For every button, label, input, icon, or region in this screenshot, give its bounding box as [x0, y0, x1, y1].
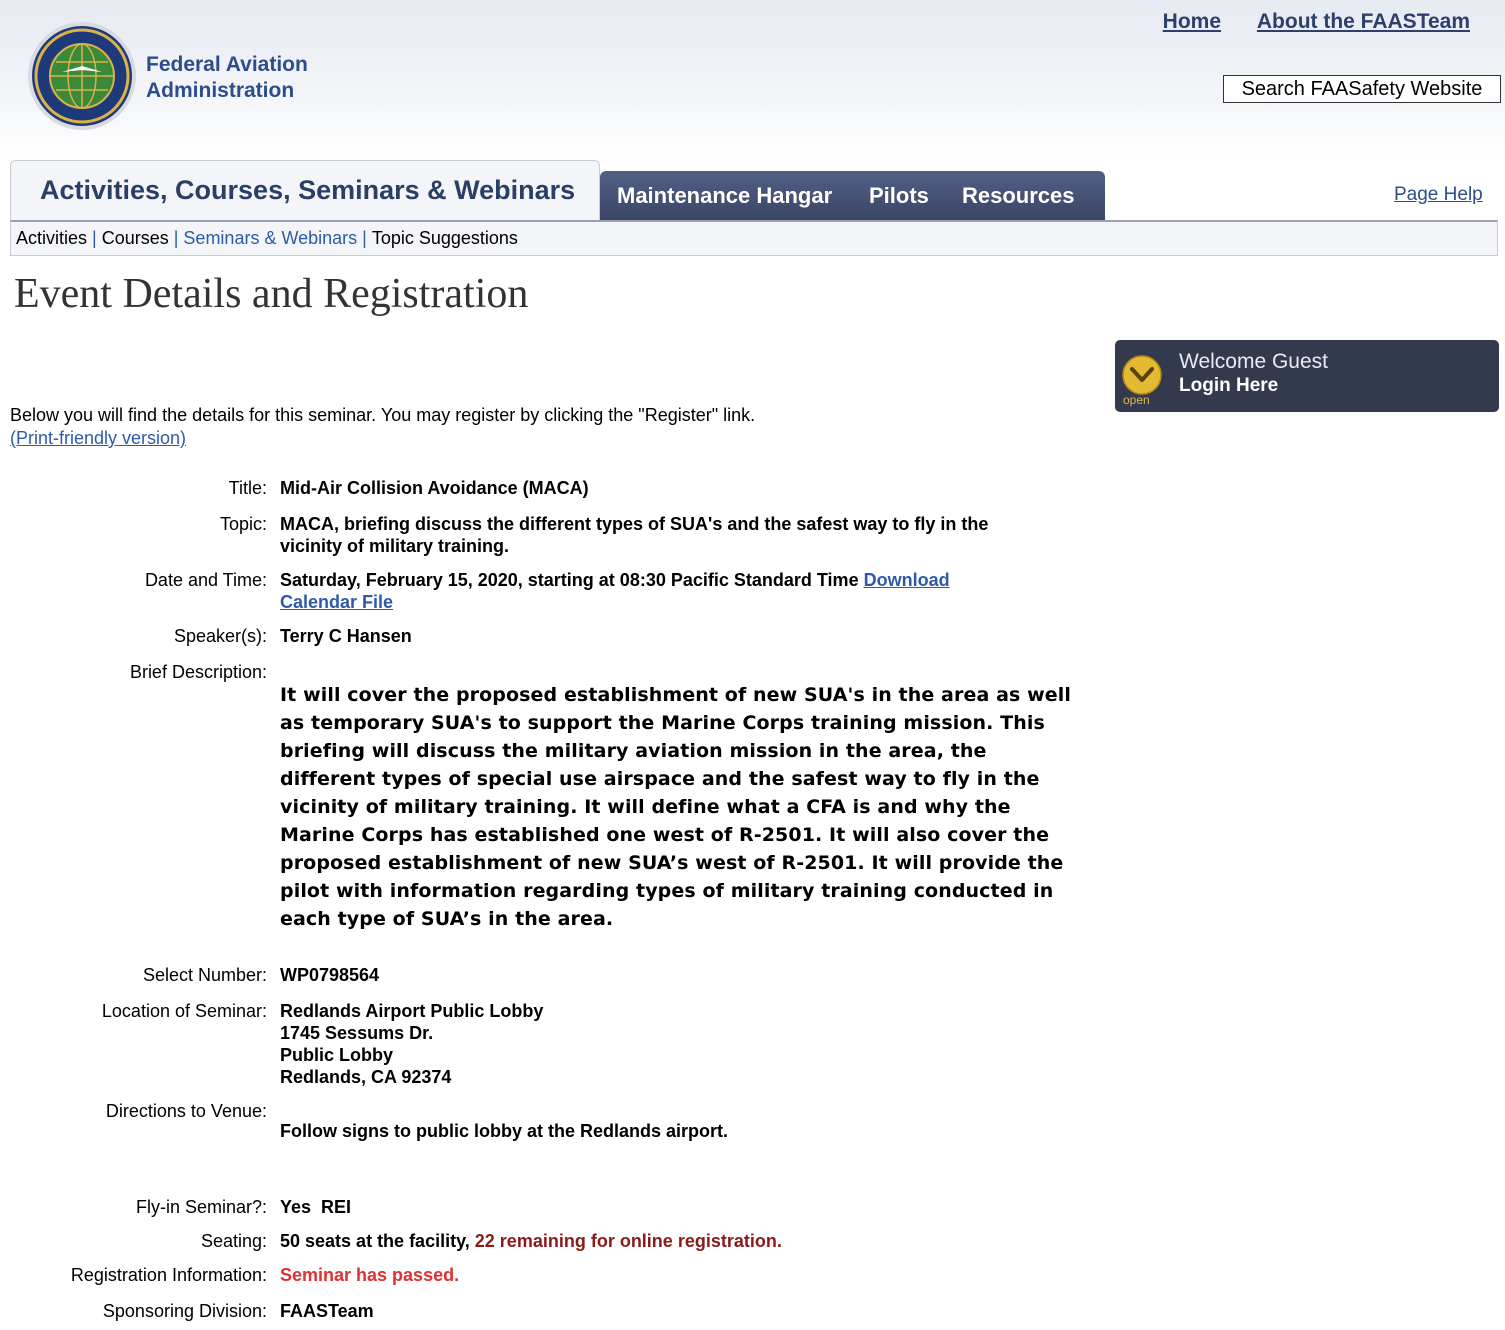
title-label: Title: — [228, 478, 267, 498]
page-help-link[interactable]: Page Help — [1394, 184, 1483, 205]
directions-label: Directions to Venue: — [105, 1101, 267, 1121]
brief-description-label: Brief Description: — [129, 662, 267, 682]
directions-value: Follow signs to public lobby at the Redlands airport. — [280, 1121, 729, 1141]
seating-value — [280, 1230, 1070, 1252]
location-line-street: 1745 Sessums Dr. — [280, 1023, 434, 1043]
sub-navigation — [10, 220, 1498, 256]
location-line-venue: Redlands Airport Public Lobby — [280, 1001, 544, 1021]
select-number-value: WP0798564 — [280, 965, 380, 985]
seating-remaining: 22 remaining for online registration. — [474, 1231, 782, 1251]
subnav-topic-suggestions[interactable]: Topic Suggestions — [371, 228, 518, 248]
site-header — [0, 0, 1505, 160]
location-label: Location of Seminar: — [101, 1001, 267, 1021]
intro-text: Below you will find the details for this seminar. You may register by clicking the "Register" link. — [10, 405, 756, 425]
tab-label: Activities, Courses, Seminars & Webinars — [40, 175, 576, 205]
seating-total: 50 seats at the facility, — [280, 1231, 470, 1251]
brand-line1: Federal Aviation — [146, 53, 308, 76]
faa-seal-icon[interactable] — [26, 20, 138, 132]
speaker-label: Speaker(s): — [173, 626, 267, 646]
top-links — [1133, 10, 1470, 34]
registration-info-label: Registration Information: — [70, 1265, 267, 1285]
page-title: Event Details and Registration — [14, 271, 529, 317]
brand-line2: Administration — [146, 79, 295, 102]
welcome-guest-text: Welcome Guest — [1179, 350, 1328, 373]
subnav-separator: | — [173, 228, 179, 248]
sponsoring-division-label: Sponsoring Division: — [102, 1301, 267, 1321]
select-number-label: Select Number: — [142, 965, 267, 985]
topic-label: Topic: — [219, 514, 267, 534]
sponsoring-division-value: FAASTeam — [280, 1301, 374, 1321]
date-time-value — [280, 569, 1020, 613]
registration-info-value: Seminar has passed. — [280, 1265, 460, 1285]
tab-pilots[interactable]: Pilots — [869, 183, 929, 208]
download-calendar-link[interactable]: Download Calendar File — [280, 570, 950, 612]
title-value: Mid-Air Collision Avoidance (MACA) — [280, 478, 589, 498]
subnav-seminars-webinars[interactable]: Seminars & Webinars — [183, 228, 358, 248]
fly-in-label: Fly-in Seminar?: — [135, 1197, 267, 1217]
welcome-login-box[interactable] — [1115, 340, 1499, 412]
subnav-separator: | — [92, 228, 97, 248]
home-link[interactable]: Home — [1162, 10, 1222, 33]
subnav-separator: | — [362, 228, 367, 248]
tab-resources[interactable]: Resources — [962, 183, 1075, 208]
brief-description-value: It will cover the proposed establishment of new SUA's in the area as well as temporary SUA's to support the Marine Corps training mission. This briefing will discuss the military aviation mission in the area, the different types of special use airspace and the safest way to fly in the vicinity of military training. It will define what a CFA is and why the Marine Corps has established one west of R-2501. It will also cover the proposed establishment of new SUA’s west of R-2501. It will provide the pilot with information regarding types of military training conducted in each type of SUA’s in the area. — [280, 684, 1071, 930]
date-time-label: Date and Time: — [144, 570, 267, 590]
brand-name[interactable] — [146, 52, 308, 104]
speaker-value: Terry C Hansen — [280, 626, 412, 646]
login-here-link[interactable]: Login Here — [1179, 375, 1279, 396]
location-line-city: Redlands, CA 92374 — [280, 1067, 452, 1087]
topic-value: MACA, briefing discuss the different types of SUA's and the safest way to fly in the vicinity of military training. — [280, 514, 989, 556]
location-line-room: Public Lobby — [280, 1045, 394, 1065]
seating-label: Seating: — [200, 1231, 267, 1251]
subnav-courses[interactable]: Courses — [101, 228, 169, 248]
search-faasafety-button[interactable]: Search FAASafety Website — [1223, 75, 1501, 103]
main-nav-tabs — [600, 171, 1105, 220]
date-time-text: Saturday, February 15, 2020, starting at 08:30 Pacific Standard Time — [280, 570, 859, 590]
fly-in-value: Yes REI — [280, 1197, 352, 1217]
subnav-activities[interactable]: Activities — [16, 228, 88, 248]
tab-maintenance-hangar[interactable]: Maintenance Hangar — [617, 183, 833, 208]
chevron-down-icon[interactable] — [1121, 354, 1163, 396]
about-faasteam-link[interactable]: About the FAASTeam — [1256, 10, 1470, 33]
location-value — [280, 1000, 1070, 1088]
print-friendly-link[interactable]: (Print-friendly version) — [10, 428, 187, 448]
tab-activities-courses-seminars[interactable] — [10, 160, 600, 222]
welcome-open-label: open — [1123, 393, 1150, 407]
